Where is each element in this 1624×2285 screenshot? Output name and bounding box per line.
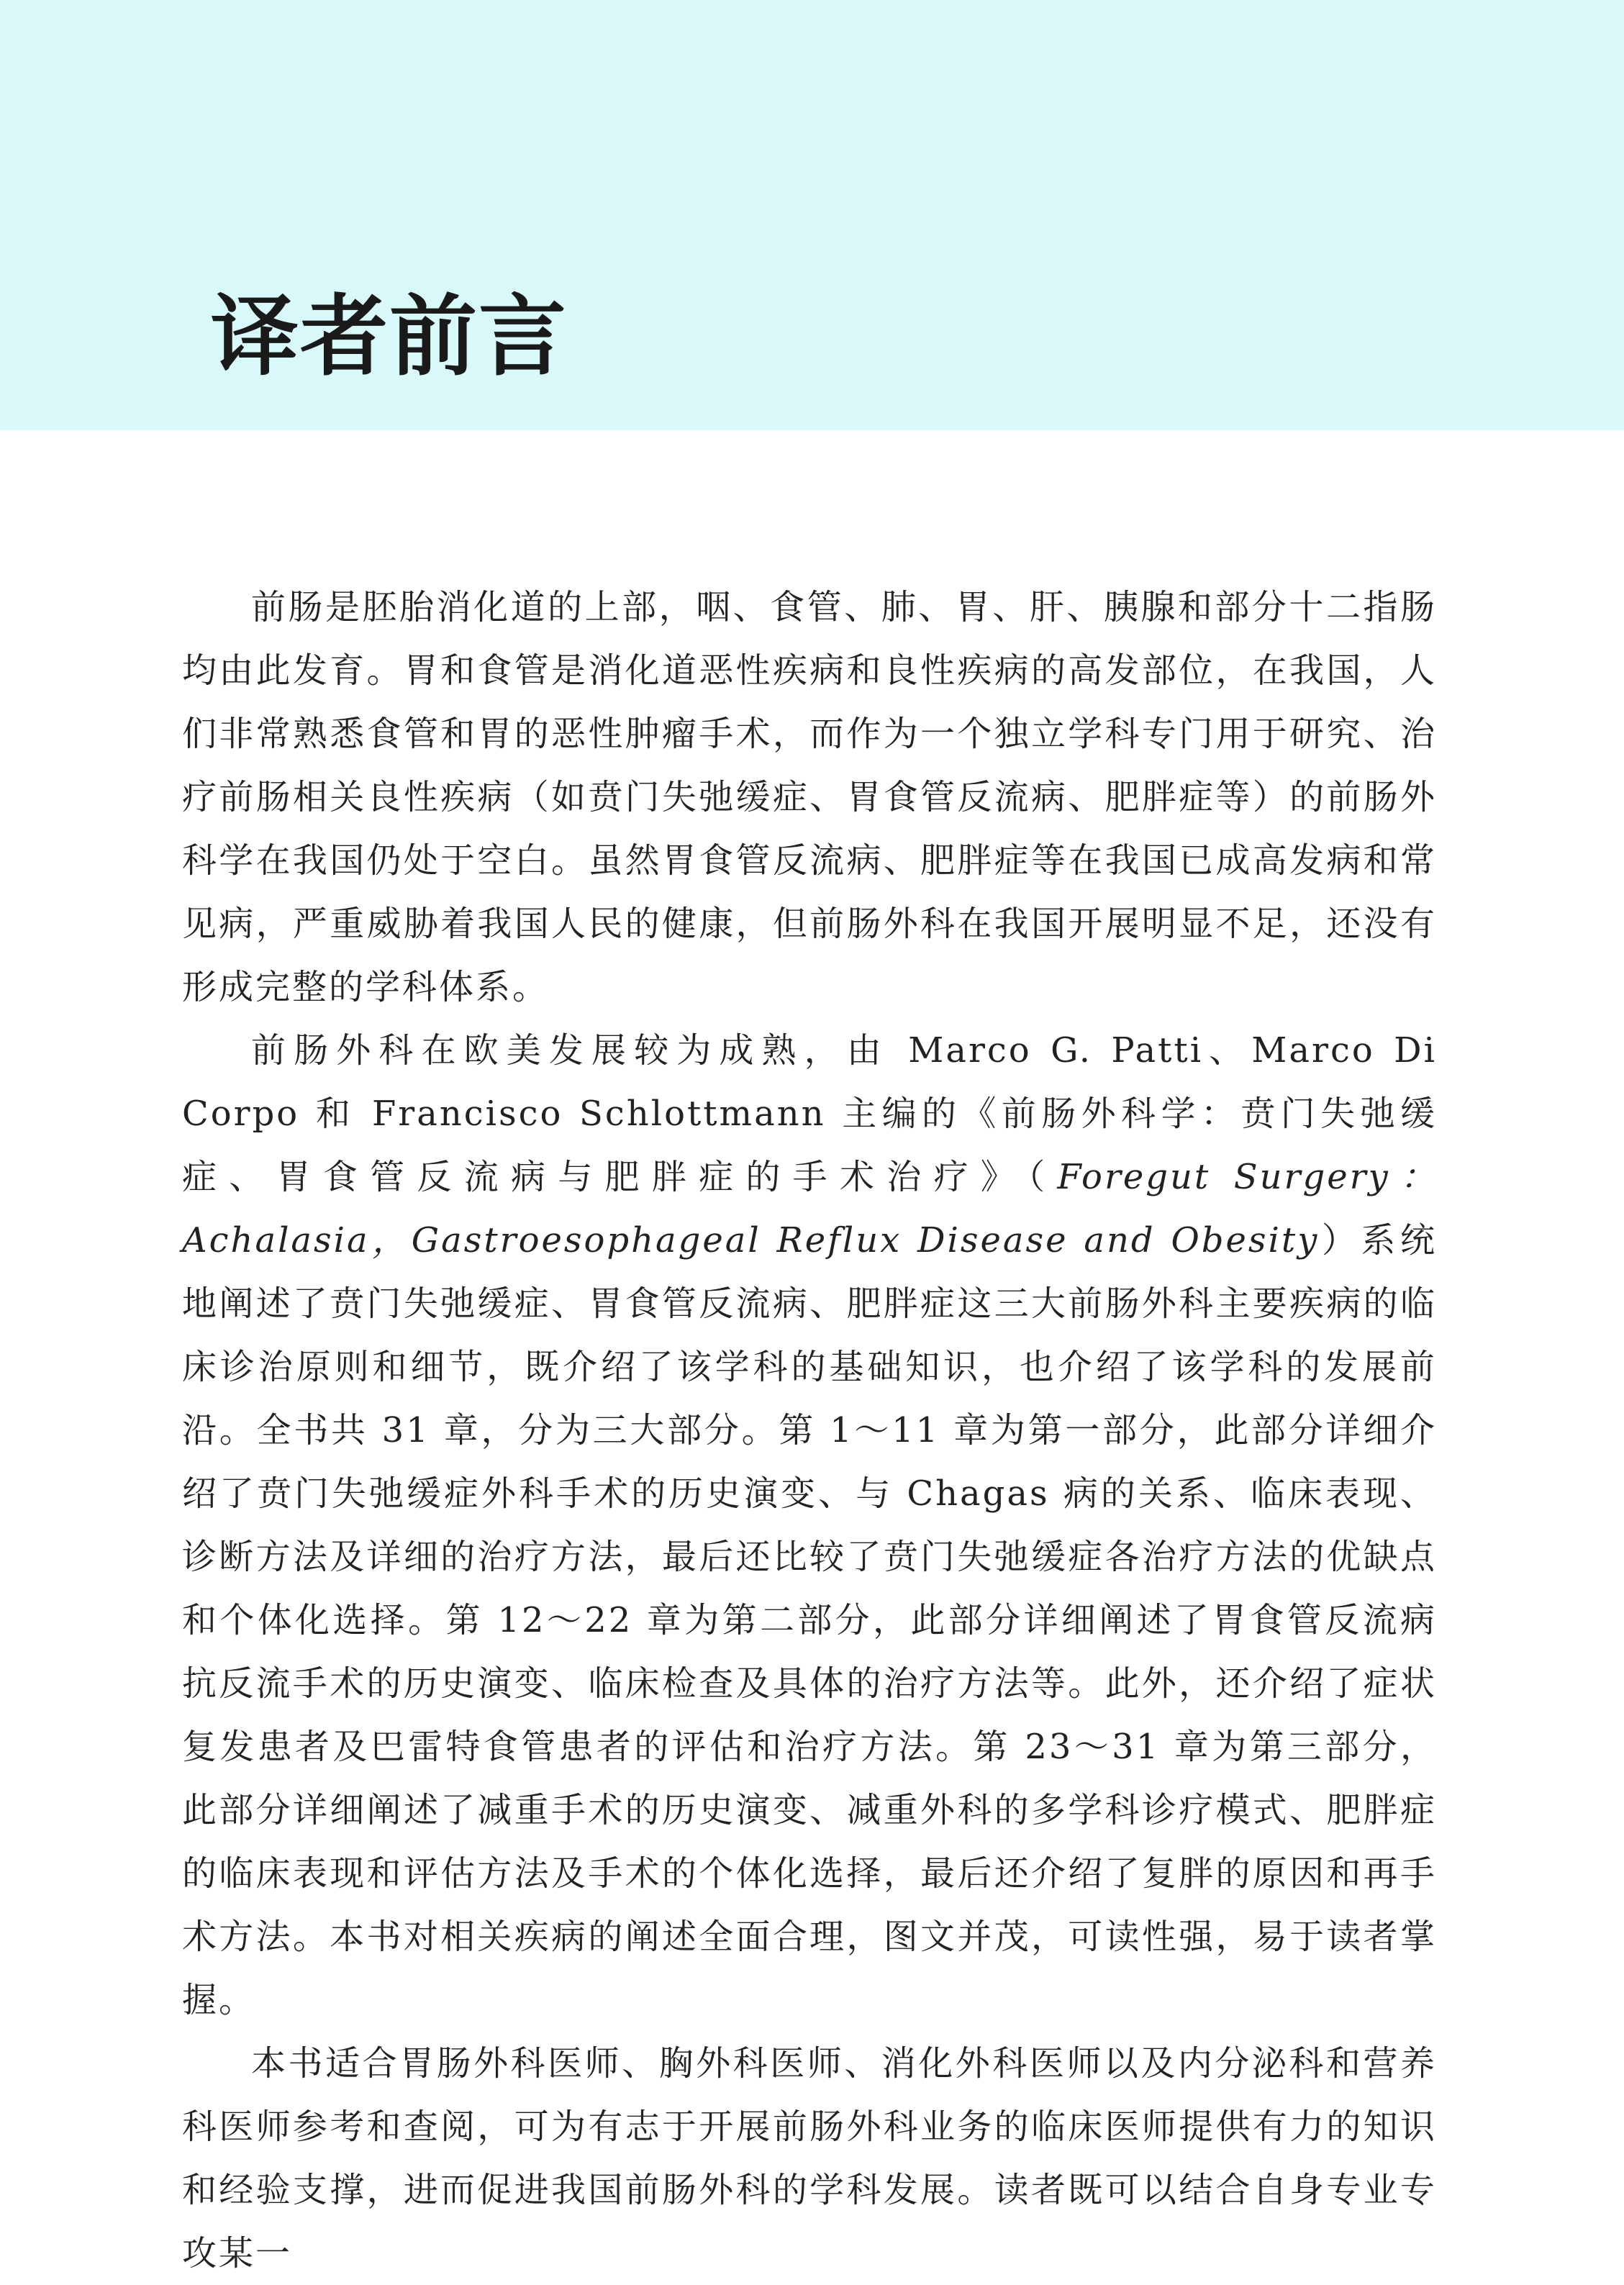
english-book-title: Foregut Surgery：Achalasia，Gastroesophageal Reflux Disease and Obesity [182,1157,1437,1260]
page-title: 译者前言 [211,286,568,388]
paragraph-1: 前肠是胚胎消化道的上部，咽、食管、肺、胃、肝、胰腺和部分十二指肠均由此发育。胃和食管是消化道恶性疾病和良性疾病的高发部位，在我国，人们非常熟悉食管和胃的恶性肿瘤手术，而作为一个独立学科专门用于研究、治疗前肠相关良性疾病（如贲门失弛缓症、胃食管反流病、肥胖症等）的前肠外科学在我国仍处于空白。虽然胃食管反流病、肥胖症等在我国已成高发病和常见病，严重威胁着我国人民的健康，但前肠外科在我国开展明显不足，还没有形成完整的学科体系。 [182,587,1437,1007]
paragraph-2 [182,1019,1437,2032]
header-band [0,0,1624,430]
paragraph-2-lead: 前肠外科在欧美发展较为成熟，由 Marco G. Patti、Marco Di Corpo 和 Francisco Schlottmann 主编的《前肠外科学：贲门失弛缓症、胃食管反流病与肥胖症的手术治疗》（ [182,1030,1437,1197]
body-text [182,576,1437,2285]
paragraph-2-rest: ）系统地阐述了贲门失弛缓症、胃食管反流病、肥胖症这三大前肠外科主要疾病的临床诊治原则和细节，既介绍了该学科的基础知识，也介绍了该学科的发展前沿。全书共 31 章，分为三大部分。第 1～11 章为第一部分，此部分详细介绍了贲门失弛缓症外科手术的历史演变、与 Chagas 病的关系、临床表现、诊断方法及详细的治疗方法，最后还比较了贲门失弛缓症各治疗方法的优缺点和个体化选择。第 12～22 章为第二部分，此部分详细阐述了胃食管反流病抗反流手术的历史演变、临床检查及具体的治疗方法等。此外，还介绍了症状复发患者及巴雷特食管患者的评估和治疗方法。第 23～31 章为第三部分，此部分详细阐述了减重手术的历史演变、减重外科的多学科诊疗模式、肥胖症的临床表现和评估方法及手术的个体化选择，最后还介绍了复胖的原因和再手术方法。本书对相关疾病的阐述全面合理，图文并茂，可读性强，易于读者掌握。 [182,1220,1437,2020]
paragraph-3: 本书适合胃肠外科医师、胸外科医师、消化外科医师以及内分泌科和营养科医师参考和查阅，可为有志于开展前肠外科业务的临床医师提供有力的知识和经验支撑，进而促进我国前肠外科的学科发展。读者既可以结合自身专业专攻某一 [182,2043,1437,2273]
